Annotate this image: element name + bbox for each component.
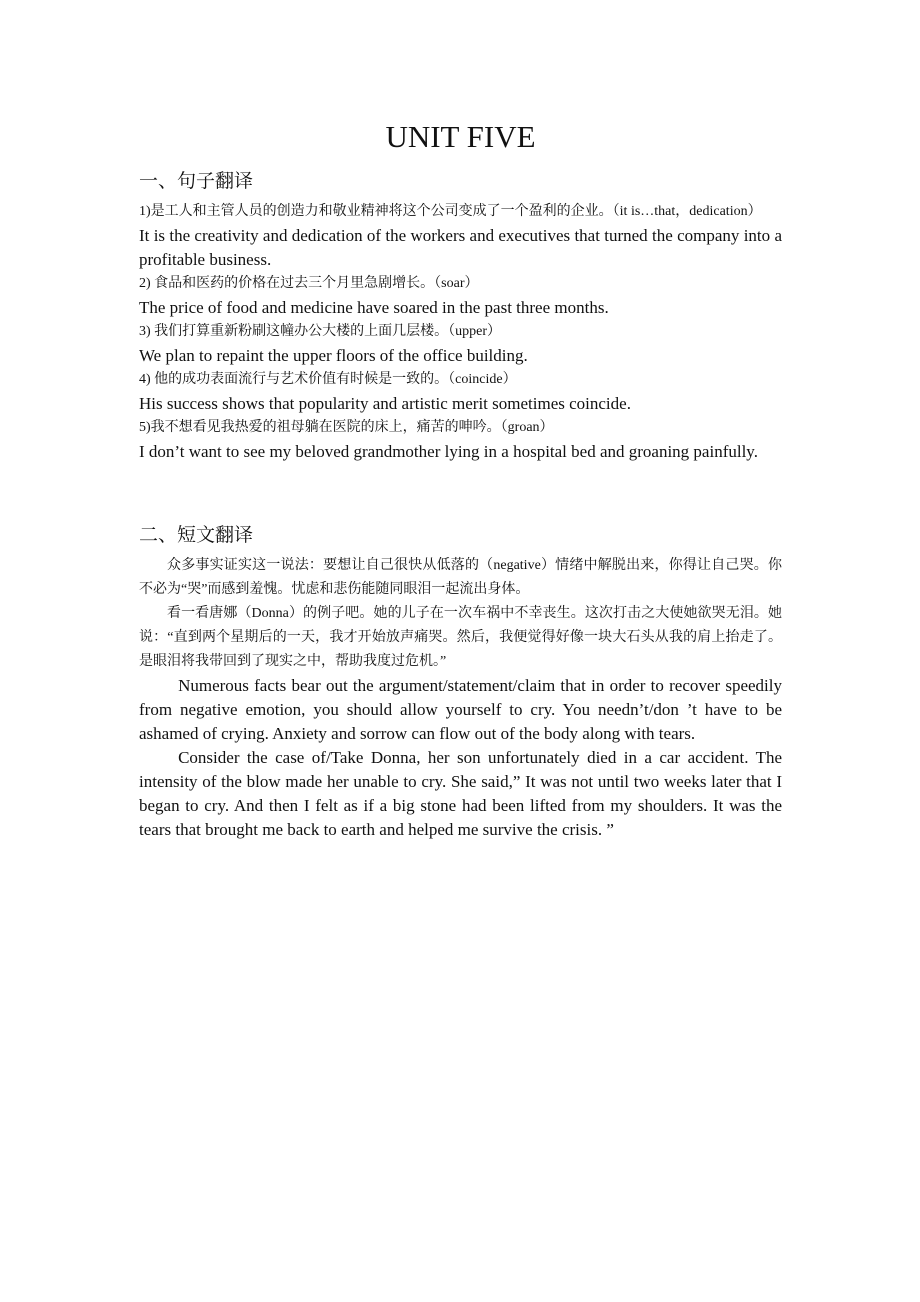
sentence-answer-2: The price of food and medicine have soared in the past three months. (139, 298, 609, 317)
list-item (139, 200, 782, 272)
list-item (139, 416, 782, 464)
passage-en-paragraph-2: Consider the case of/Take Donna, her son unfortunately died in a car accident. The intensity of the blow made her unable to cry. She said,” It was not until two weeks later that I began to cry. And then I felt as if a big stone had been lifted from my shoulders. It was the tears that brought me back to earth and helped me survive the crisis. ” (139, 748, 782, 839)
document-page (139, 118, 782, 842)
section-heading-passage: 二、短文翻译 (139, 524, 254, 546)
document-title: UNIT FIVE (385, 119, 536, 154)
passage-en-paragraph-1: Numerous facts bear out the argument/statement/claim that in order to recover speedily from negative emotion, you should allow yourself to cry. You needn’t/don ’t have to be ashamed of crying. Anxiety and sorrow can flow out of the body along with tears. (139, 676, 782, 743)
list-item (139, 272, 782, 320)
section-spacer (139, 464, 782, 522)
sentence-answer-4: His success shows that popularity and artistic merit sometimes coincide. (139, 394, 631, 413)
sentence-prompt-5: 5)我不想看见我热爱的祖母躺在医院的床上，痛苦的呻吟。（groan） (139, 420, 554, 435)
section-heading-sentences: 一、句子翻译 (139, 170, 254, 192)
sentence-prompt-4: 4) 他的成功表面流行与艺术价值有时候是一致的。（coincide） (139, 372, 517, 387)
sentence-answer-5: I don’t want to see my beloved grandmother lying in a hospital bed and groaning painfully. (139, 442, 758, 461)
sentence-prompt-1: 1)是工人和主管人员的创造力和敬业精神将这个公司变成了一个盈利的企业。（it is…that，dedication） (139, 204, 762, 219)
list-item (139, 320, 782, 368)
passage-cn-paragraph-1: 众多事实证实这一说法：要想让自己很快从低落的（negative）情绪中解脱出来，你得让自己哭。你不必为“哭”而感到羞愧。忧虑和悲伤能随同眼泪一起流出身体。 (139, 558, 782, 597)
sentence-answer-3: We plan to repaint the upper floors of the office building. (139, 346, 528, 365)
sentence-prompt-3: 3) 我们打算重新粉刷这幢办公大楼的上面几层楼。（upper） (139, 324, 502, 339)
sentence-prompt-2: 2) 食品和医药的价格在过去三个月里急剧增长。（soar） (139, 276, 479, 291)
list-item (139, 368, 782, 416)
sentence-answer-1: It is the creativity and dedication of the workers and executives that turned the company into a profitable business. (139, 226, 782, 269)
passage-cn-paragraph-2: 看一看唐娜（Donna）的例子吧。她的儿子在一次车祸中不幸丧生。这次打击之大使她欲哭无泪。她说：“直到两个星期后的一天，我才开始放声痛哭。然后，我便觉得好像一块大石头从我的肩上抬走了。是眼泪将我带回到了现实之中，帮助我度过危机。” (139, 606, 782, 669)
